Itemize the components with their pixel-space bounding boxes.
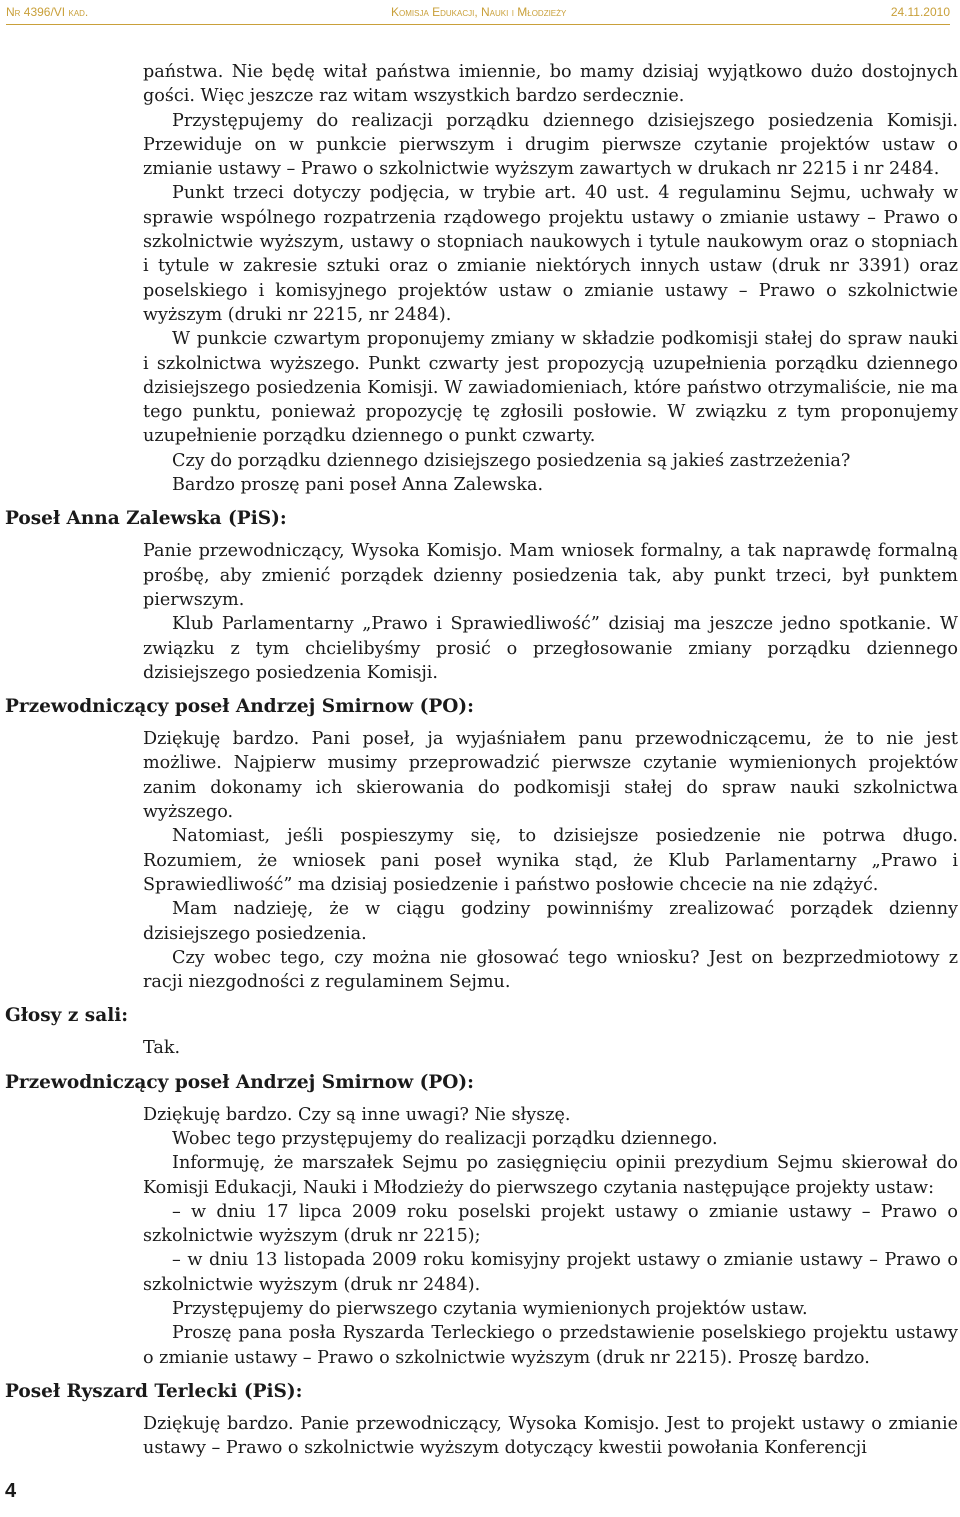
paragraph: – w dniu 17 lipca 2009 roku poselski projekt ustawy o zmianie ustawy – Prawo o szkolnictwie wyższym (druk nr 2215); bbox=[143, 1201, 958, 1247]
paragraph: Czy do porządku dziennego dzisiejszego posiedzenia są jakieś zastrzeżenia? bbox=[172, 450, 851, 471]
speaker-heading: Poseł Ryszard Terlecki (PiS): bbox=[5, 1380, 303, 1402]
speaker-heading: Przewodniczący poseł Andrzej Smirnow (PO): bbox=[5, 696, 474, 718]
paragraph: Natomiast, jeśli pospieszymy się, to dzisiejsze posiedzenie nie potrwa długo. Rozumiem, że wniosek pani poseł wynika stąd, że Klub Parlamentarny „Prawo i Sprawiedliwość” ma dzisiaj posiedzenie i państwo posłowie chcecie na nie zdążyć. bbox=[143, 826, 958, 895]
paragraph: Mam nadzieję, że w ciągu godziny powinniśmy zrealizować porządek dzienny dzisiejszego posiedzenia. bbox=[143, 899, 958, 944]
paragraph: Proszę pana posła Ryszarda Terleckiego o przedstawienie poselskiego projektu ustawy o zmianie ustawy – Prawo o szkolnictwie wyższym (druk nr 2215). Proszę bardzo. bbox=[143, 1323, 958, 1368]
paragraph: Panie przewodniczący, Wysoka Komisjo. Mam wniosek formalny, a tak naprawdę formalną prośbę, aby zmienić porządek dzienny posiedzenia tak, aby punkt trzeci, był punktem pierwszym. bbox=[143, 541, 958, 610]
paragraph: Przystępujemy do realizacji porządku dziennego dzisiejszego posiedzenia Komisji. Przewiduje on w punkcie pierwszym i drugim pierwsze czytanie projektów ustaw o zmianie ustawy – Prawo o szkolnictwie wyższym zawartych w drukach nr 2215 i nr 2484. bbox=[143, 110, 958, 180]
paragraph: Przystępujemy do pierwszego czytania wymienionych projektów ustaw. bbox=[172, 1299, 808, 1320]
speaker-heading: Poseł Anna Zalewska (PiS): bbox=[5, 508, 287, 530]
paragraph: Dziękuję bardzo. Pani poseł, ja wyjaśniałem panu przewodniczącemu, że to nie jest możliwe. Najpierw musimy przeprowadzić pierwsze czytanie wymienionych projektów zanim dokonamy ich skierowania do podkomisji stałej do spraw nauki szkolnictwa wyższego. bbox=[143, 729, 958, 823]
running-header bbox=[6, 0, 950, 25]
issue-number: Nr 4396/VI kad. bbox=[6, 5, 89, 19]
paragraph: Dziękuję bardzo. Panie przewodniczący, Wysoka Komisjo. Jest to projekt ustawy o zmianie ustawy – Prawo o szkolnictwie wyższym dotyczący kwestii powołania Konferencji bbox=[143, 1413, 958, 1459]
paragraph: Klub Parlamentarny „Prawo i Sprawiedliwość” dzisiaj ma jeszcze jedno spotkanie. W związku z tym chcielibyśmy prosić o przegłosowanie zmiany porządku dziennego dzisiejszego posiedzenia Komisji. bbox=[143, 614, 958, 683]
paragraph: Punkt trzeci dotyczy podjęcia, w trybie art. 40 ust. 4 regulaminu Sejmu, uchwały w sprawie wspólnego rozpatrzenia rządowego projektu ustawy o zmianie ustawy – Prawo o szkolnictwie wyższym, ustawy o stopniach naukowych i tytule naukowym oraz o stopniach i tytule w zakresie sztuki oraz o zmianie niektórych innych ustaw (druk nr 3391) oraz poselskiego i komisyjnego projektów ustaw o zmianie ustawy – Prawo o szkolnictwie wyższym (druki nr 2215, nr 2484). bbox=[143, 183, 958, 325]
session-date: 24.11.2010 bbox=[890, 5, 950, 19]
paragraph: W punkcie czwartym proponujemy zmiany w składzie podkomisji stałej do spraw nauki i szkolnictwa wyższego. Punkt czwarty jest propozycją uzupełnienia porządku dziennego dzisiejszego posiedzenia Komisji. W zawiadomieniach, które państwo otrzymaliście, nie ma tego punktu, ponieważ propozycję tę zgłosili posłowie. W związku z tym proponujemy uzupełnienie porządku dziennego o punkt czwarty. bbox=[143, 329, 958, 447]
paragraph: Tak. bbox=[143, 1038, 181, 1059]
transcript-body bbox=[0, 60, 958, 1461]
paragraph: Informuję, że marszałek Sejmu po zasięgnięciu opinii prezydium Sejmu skierował do Komisji Edukacji, Nauki i Młodzieży do pierwszego czytania następujące projekty ustaw: bbox=[143, 1153, 958, 1198]
paragraph: Dziękuję bardzo. Czy są inne uwagi? Nie słyszę. bbox=[143, 1104, 571, 1125]
committee-name: Komisja Edukacji, Nauki i Młodzieży bbox=[391, 5, 567, 19]
paragraph: Czy wobec tego, czy można nie głosować tego wniosku? Jest on bezprzedmiotowy z racji niezgodności z regulaminem Sejmu. bbox=[143, 947, 958, 993]
paragraph: Wobec tego przystępujemy do realizacji porządku dziennego. bbox=[172, 1128, 718, 1149]
speaker-heading: Przewodniczący poseł Andrzej Smirnow (PO): bbox=[5, 1071, 474, 1093]
speaker-heading: Głosy z sali: bbox=[5, 1005, 129, 1027]
paragraph: – w dniu 13 listopada 2009 roku komisyjny projekt ustawy o zmianie ustawy – Prawo o szkolnictwie wyższym (druk nr 2484). bbox=[143, 1250, 958, 1295]
page-number: 4 bbox=[5, 1480, 17, 1502]
paragraph: państwa. Nie będę witał państwa imiennie, bo mamy dzisiaj wyjątkowo dużo dostojnych gości. Więc jeszcze raz witam wszystkich bardzo serdecznie. bbox=[143, 62, 958, 107]
paragraph: Bardzo proszę pani poseł Anna Zalewska. bbox=[172, 475, 544, 496]
